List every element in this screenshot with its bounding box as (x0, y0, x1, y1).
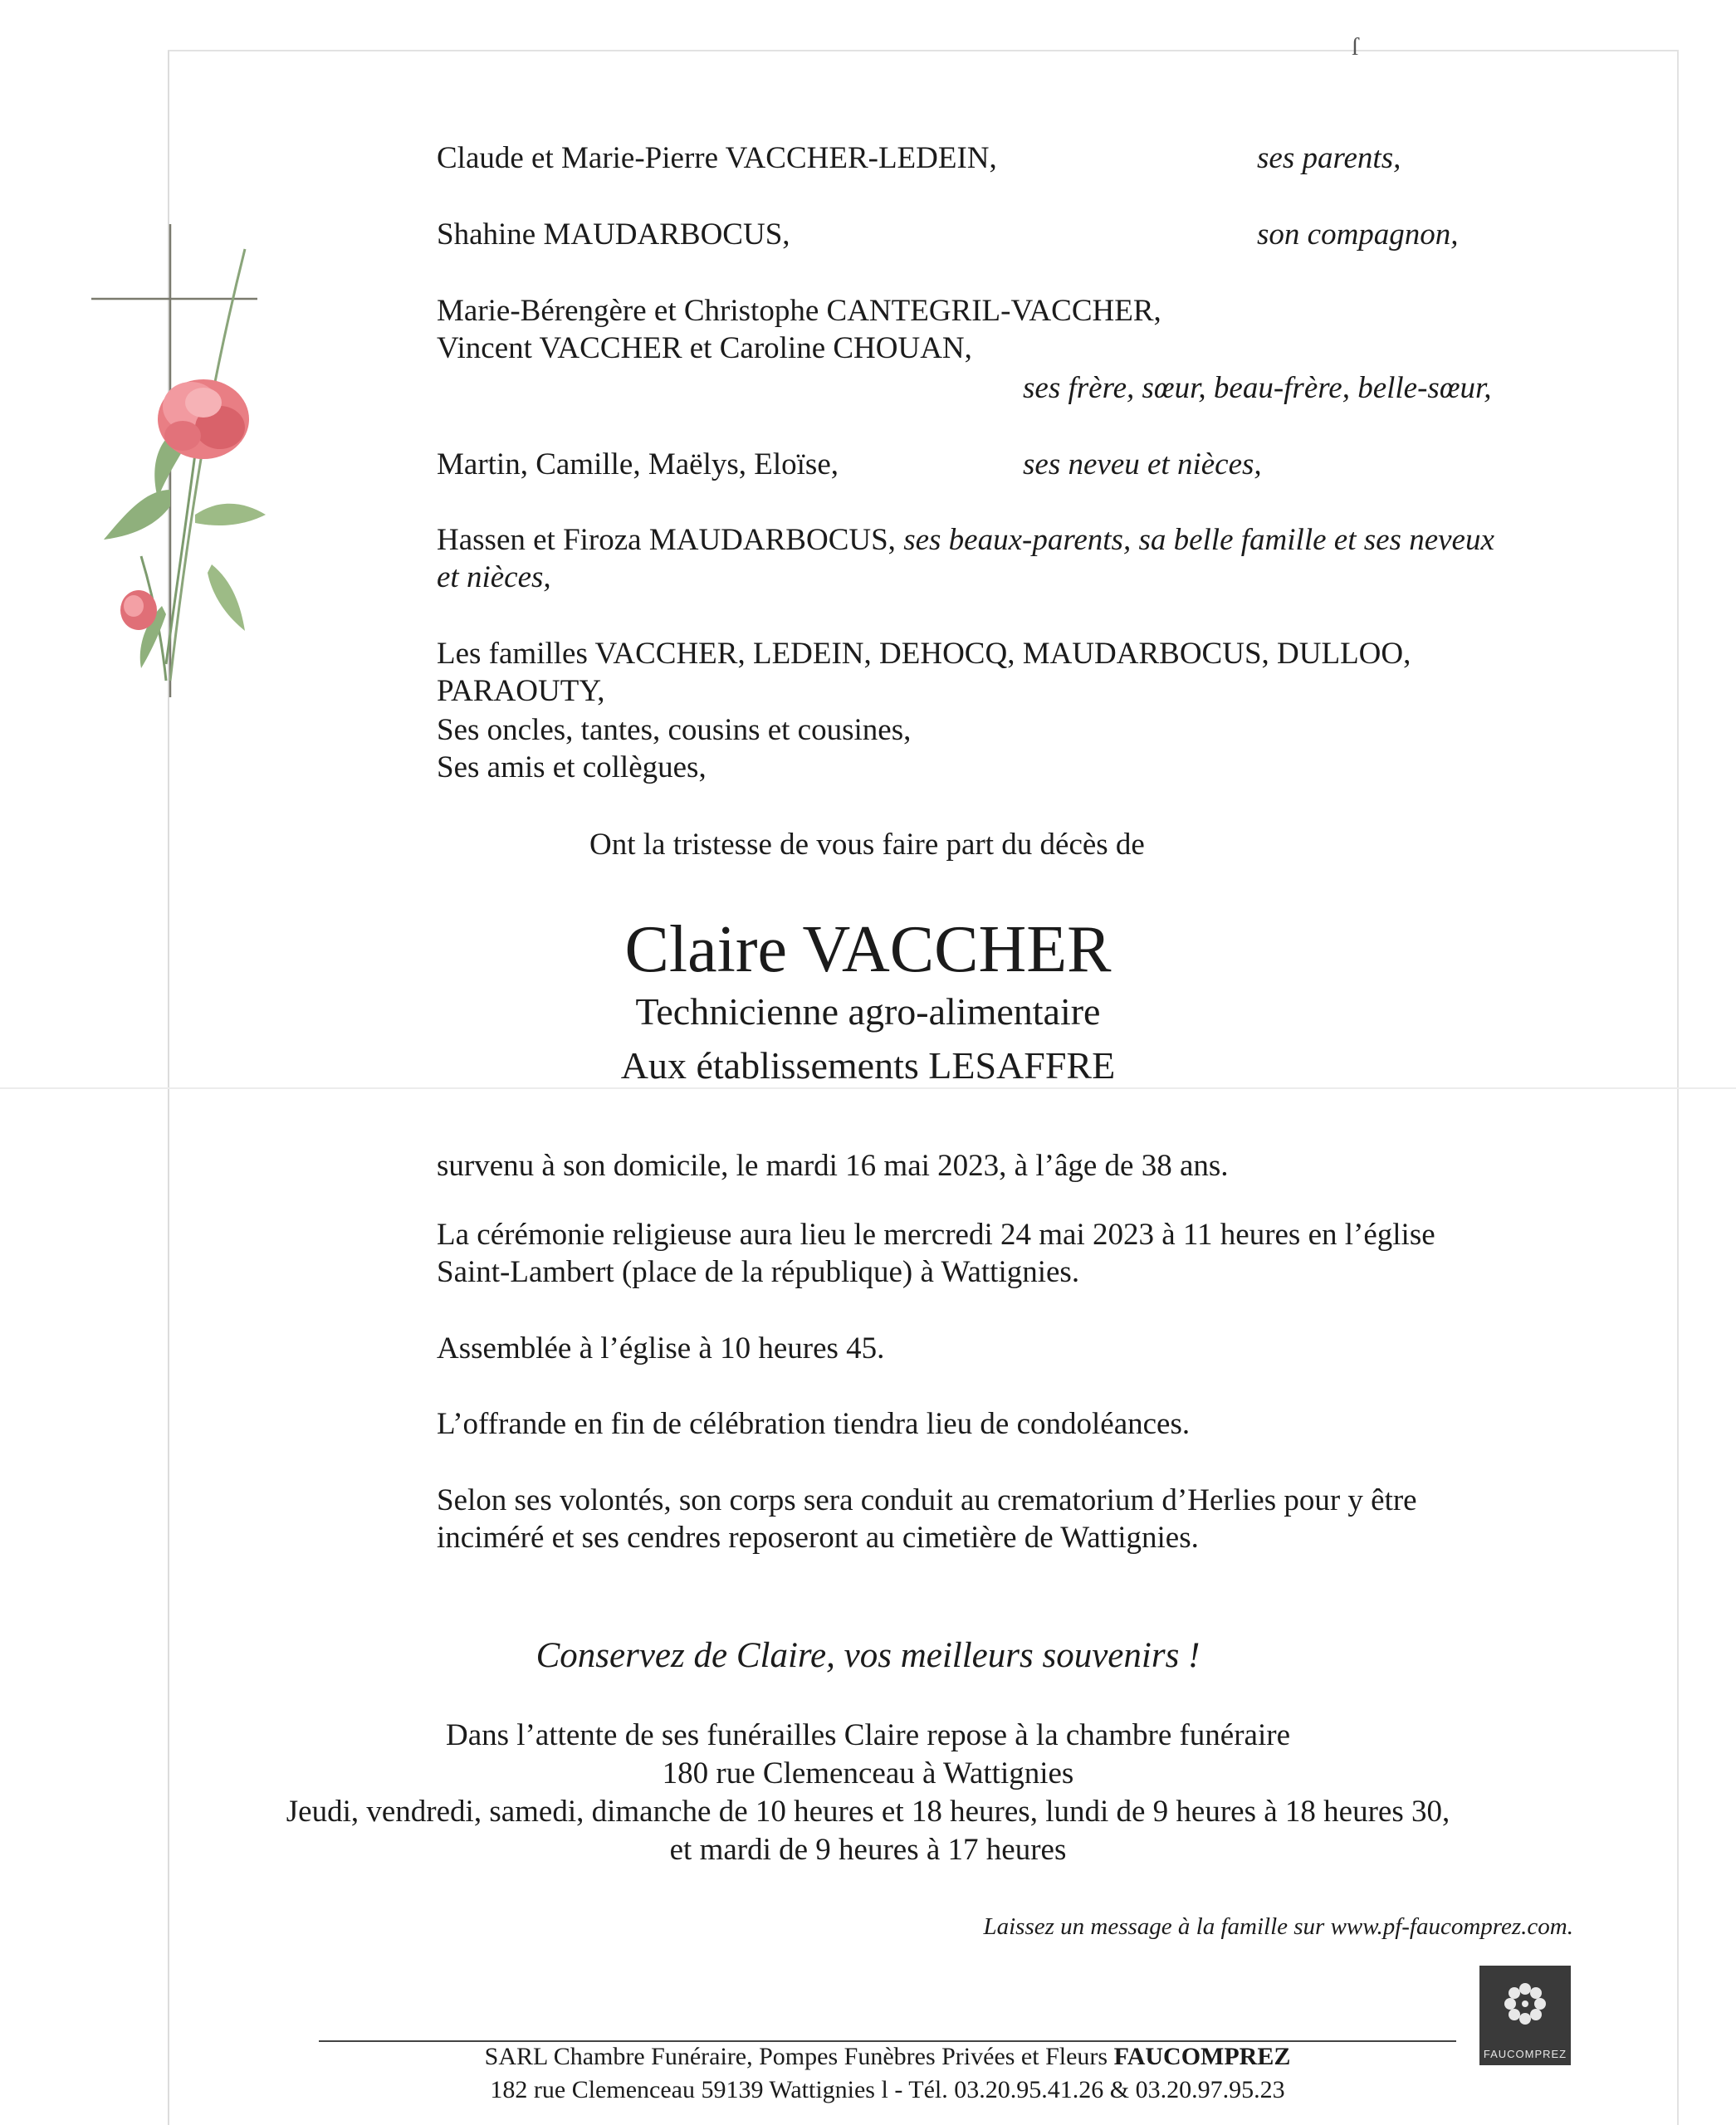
families-line-2: PARAOUTY, (437, 674, 605, 708)
inlaws-line (437, 521, 1494, 559)
companion-name: Shahine MAUDARBOCUS, (437, 217, 790, 252)
footer-company (319, 2041, 1456, 2073)
cross-flower-illustration (79, 216, 295, 706)
deceased-title-line-2: Aux établissements LESAFFRE (620, 1044, 1116, 1087)
footer-company-name: FAUCOMPREZ (1113, 2043, 1291, 2070)
inlaws-names: Hassen et Firoza MAUDARBOCUS, (437, 523, 896, 557)
announcement: Ont la tristesse de vous faire part du décès de (589, 828, 1145, 862)
deceased-title-line-1: Technicienne agro-alimentaire (635, 990, 1101, 1033)
visitation-line-2: 180 rue Clemenceau à Wattignies (662, 1756, 1074, 1790)
visitation-line-4: et mardi de 9 heures à 17 heures (669, 1833, 1067, 1867)
parents-names: Claude et Marie-Pierre VACCHER-LEDEIN, (437, 141, 997, 175)
wishes-line-1: Selon ses volontés, son corps sera conduit au crematorium d’Herlies pour y être (437, 1483, 1417, 1517)
relatives-line: Ses oncles, tantes, cousins et cousines, (437, 713, 912, 747)
footer-company-prefix: SARL Chambre Funéraire, Pompes Funèbres Privées et Fleurs (484, 2043, 1114, 2070)
ceremony-line-2: Saint-Lambert (place de la république) à Wattignies. (437, 1255, 1080, 1289)
friends-line: Ses amis et collègues, (437, 750, 707, 784)
visitation-line-3: Jeudi, vendredi, samedi, dimanche de 10 heures et 18 heures, lundi de 9 heures à 18 heures 30, (286, 1795, 1450, 1829)
assembly-notice: Assemblée à l’église à 10 heures 45. (437, 1331, 885, 1365)
pen-mark: ſ (1352, 33, 1359, 61)
flower-emblem-icon (1502, 1981, 1548, 2027)
wishes-line-2: inciméré et ses cendres reposeront au cimetière de Wattignies. (437, 1521, 1199, 1555)
website-note: Laissez un message à la famille sur www.pf-faucomprez.com. (983, 1913, 1573, 1940)
deceased-name: Claire VACCHER (624, 913, 1112, 986)
parents-role: ses parents, (1257, 141, 1401, 175)
logo-text: FAUCOMPREZ (1483, 2048, 1567, 2060)
companion-role: son compagnon, (1257, 217, 1459, 252)
footer-address: 182 rue Clemenceau 59139 Wattignies l - Tél. 03.20.95.41.26 & 03.20.97.95.23 (490, 2076, 1285, 2103)
visitation-line-1: Dans l’attente de ses funérailles Claire repose à la chambre funéraire (445, 1718, 1290, 1752)
nephews-role: ses neveu et nièces, (1023, 447, 1262, 481)
siblings-line-1: Marie-Bérengère et Christophe CANTEGRIL-VACCHER, (437, 294, 1161, 328)
inlaws-role-continued: et nièces, (437, 560, 551, 594)
inlaws-role: ses beaux-parents, sa belle famille et ses neveux (903, 523, 1494, 557)
ceremony-line-1: La cérémonie religieuse aura lieu le mercredi 24 mai 2023 à 11 heures en l’église (437, 1218, 1435, 1252)
memorial-quote: Conservez de Claire, vos meilleurs souvenirs ! (535, 1636, 1201, 1675)
nephews-names: Martin, Camille, Maëlys, Eloïse, (437, 447, 839, 481)
death-notice: survenu à son domicile, le mardi 16 mai 2023, à l’âge de 38 ans. (437, 1149, 1229, 1183)
offering-notice: L’offrande en fin de célébration tiendra lieu de condoléances. (437, 1407, 1191, 1441)
families-line-1: Les familles VACCHER, LEDEIN, DEHOCQ, MAUDARBOCUS, DULLOO, (437, 637, 1411, 671)
siblings-line-2: Vincent VACCHER et Caroline CHOUAN, (437, 331, 972, 365)
carnation-icon (104, 249, 266, 681)
faucomprez-logo (1479, 1966, 1571, 2065)
siblings-role: ses frère, sœur, beau-frère, belle-sœur, (1023, 371, 1492, 405)
